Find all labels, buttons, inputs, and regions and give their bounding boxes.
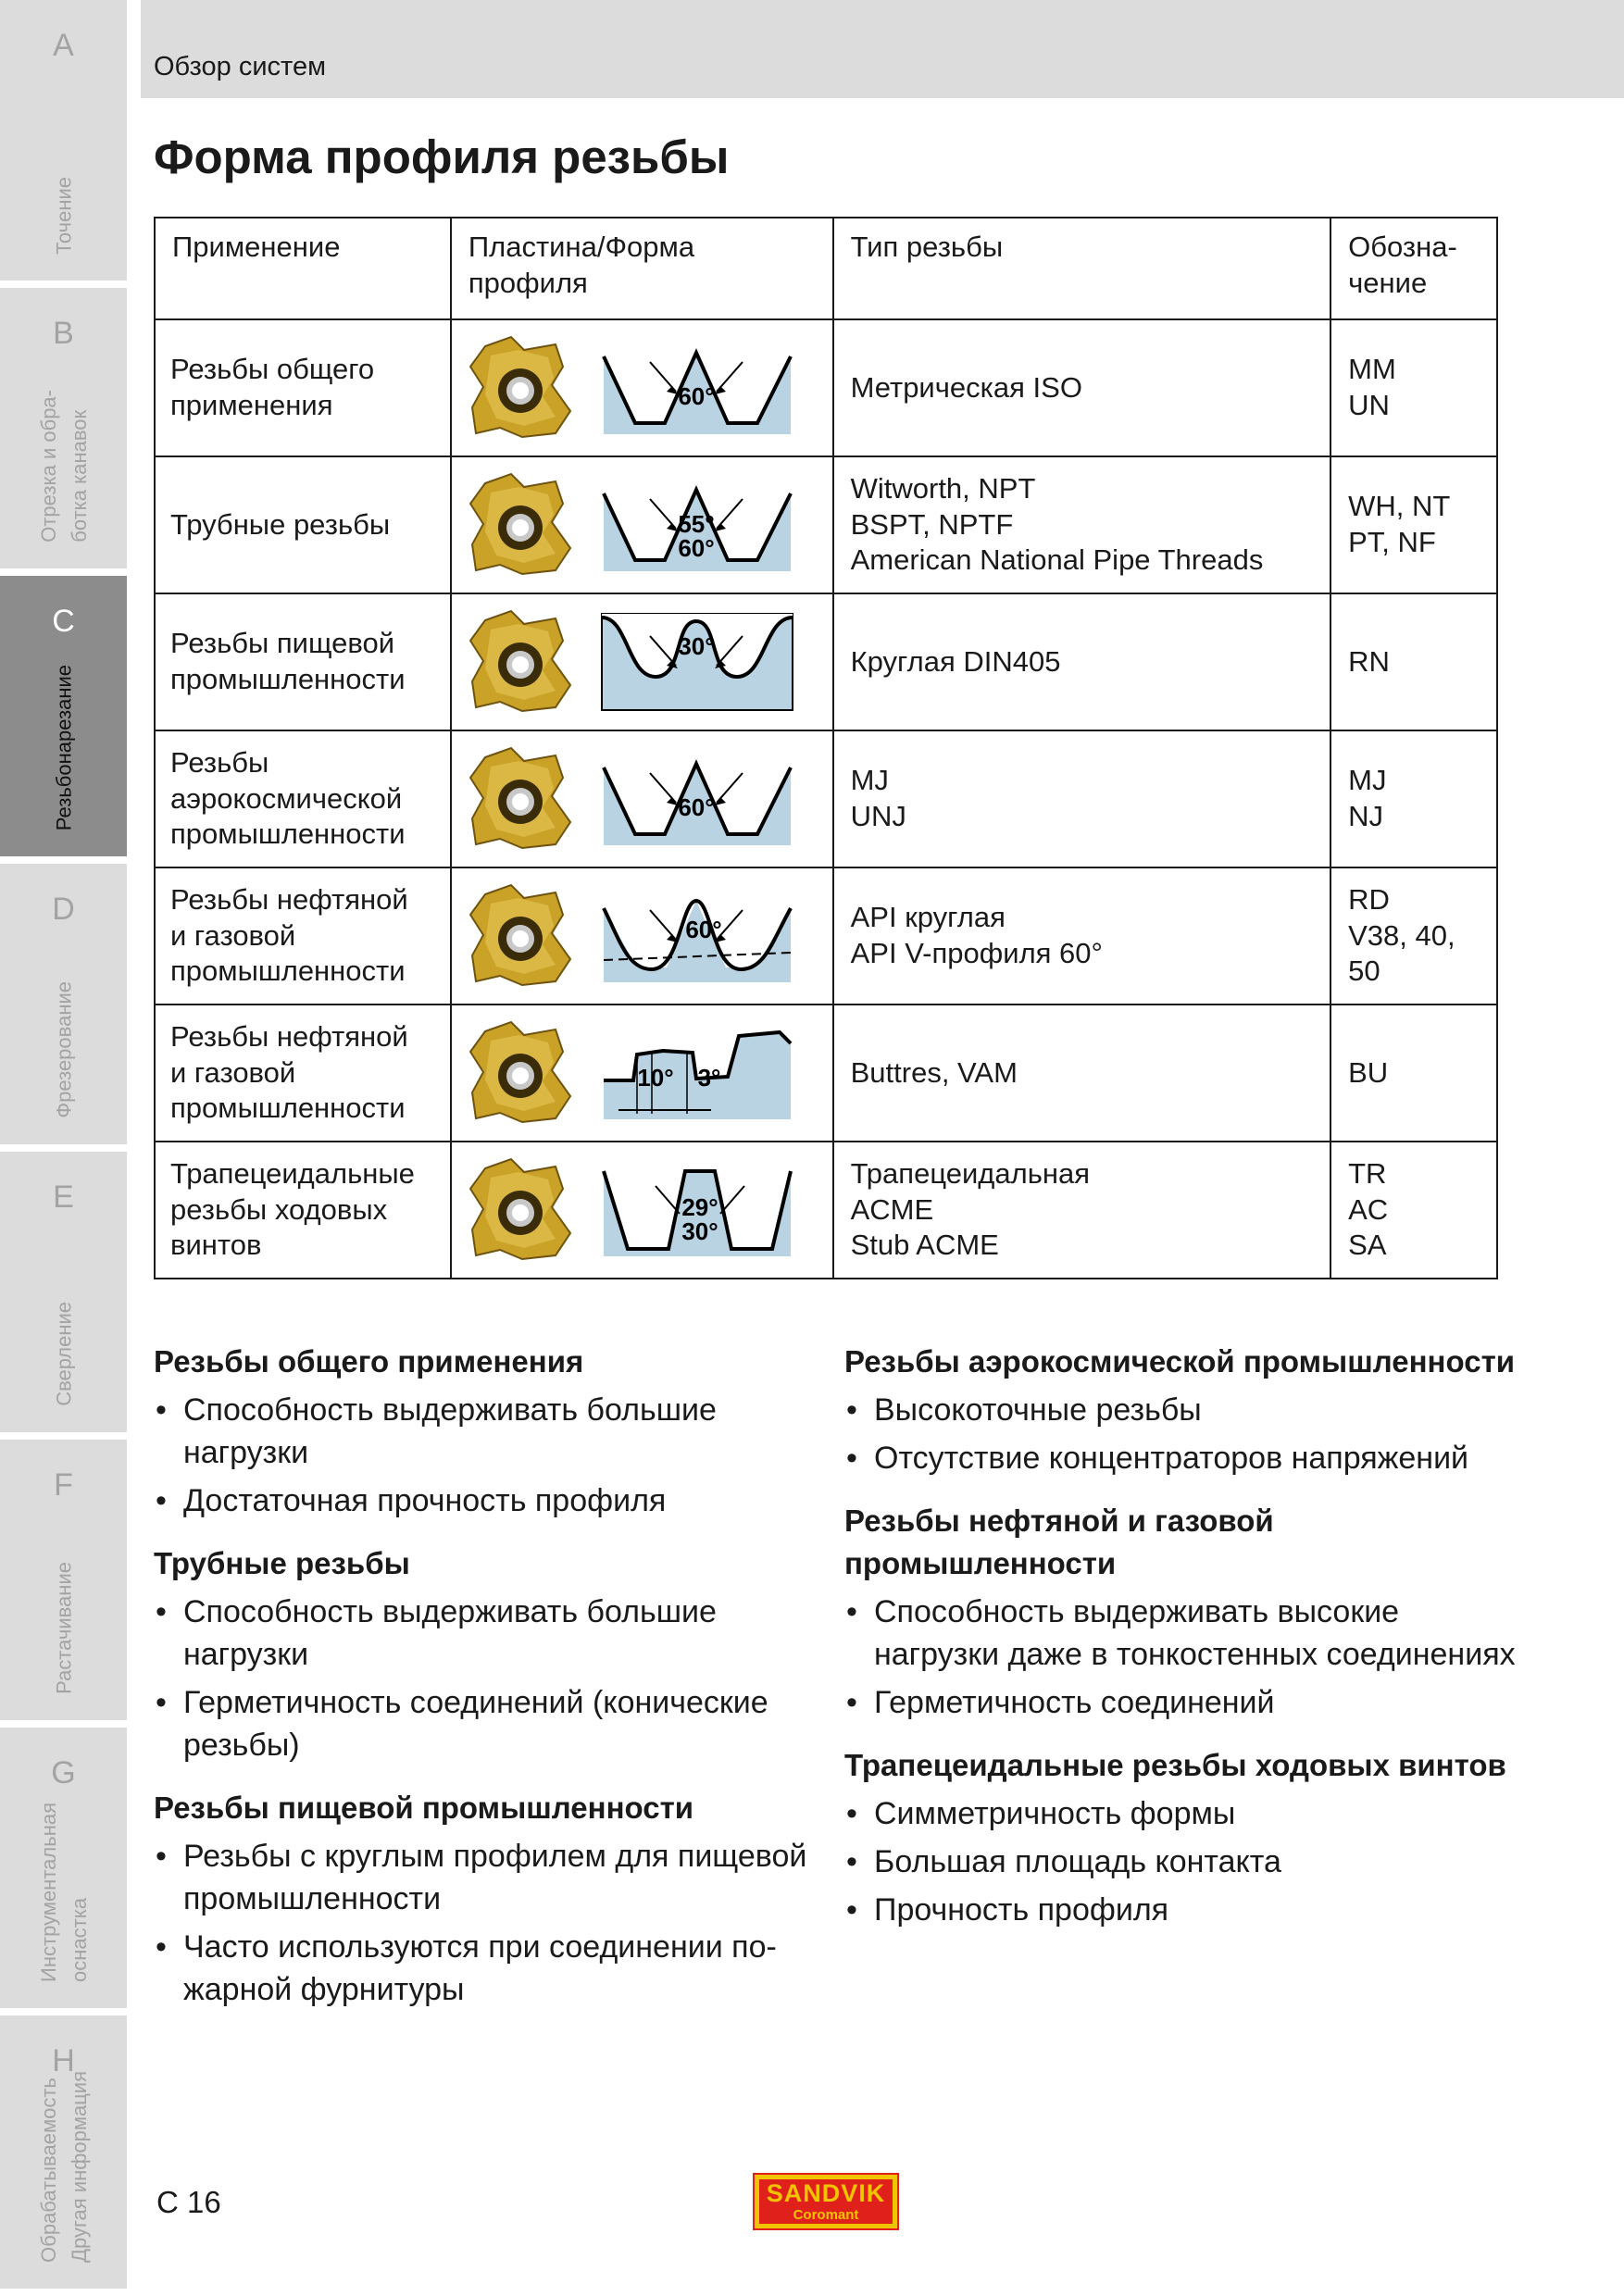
thread-type-cell: Witworth, NPT BSPT, NPTF American National Pipe Threads xyxy=(833,456,1331,593)
bullet-icon: • xyxy=(846,1441,857,1476)
table-body xyxy=(155,319,1497,1279)
insert-profile-cell xyxy=(451,1004,833,1142)
thread-profile-diagram xyxy=(600,1160,794,1260)
list-item-text: Большая площадь контакта xyxy=(874,1844,1281,1879)
feature-heading: Резьбы нефтяной и газовой промышленности xyxy=(844,1504,1274,1580)
table-row xyxy=(155,730,1497,867)
list-item-text: Герметичность соединений (конические резьбы) xyxy=(183,1685,768,1763)
tab-letter: D xyxy=(52,892,75,927)
list-item-text: Часто используются при соединении по-жарной фурнитуры xyxy=(183,1929,777,2007)
list-item xyxy=(844,1841,1520,1883)
feature-block xyxy=(844,1744,1520,1931)
bullet-icon: • xyxy=(846,1892,857,1928)
tab-letter: C xyxy=(52,604,75,639)
designation-cell: MJ NJ xyxy=(1330,730,1497,867)
list-item xyxy=(844,1792,1520,1835)
thread-type-cell: Buttres, VAM xyxy=(833,1004,1331,1142)
tab-letter: H xyxy=(52,2043,75,2078)
tab-e[interactable] xyxy=(0,1152,127,1440)
designation-cell: MM UN xyxy=(1330,319,1497,456)
application-cell: Трапецеидальные резьбы ходовых винтов xyxy=(155,1142,451,1279)
designation-cell: RD V38, 40, 50 xyxy=(1330,867,1497,1004)
thread-type-cell: API круглая API V-профиля 60° xyxy=(833,867,1331,1004)
tab-label: Инструментальная оснастка xyxy=(36,1803,91,1982)
feature-block xyxy=(154,1787,830,2011)
tab-letter: B xyxy=(53,316,74,351)
svg-text:10°: 10° xyxy=(637,1064,674,1092)
list-item-text: Прочность профиля xyxy=(874,1892,1169,1928)
list-item-text: Герметичность соединений xyxy=(874,1685,1275,1720)
application-cell: Резьбы общего применения xyxy=(155,319,451,456)
tab-d[interactable] xyxy=(0,864,127,1152)
feature-block xyxy=(154,1542,830,1766)
application-cell: Резьбы нефтяной и газовой промышленности xyxy=(155,867,451,1004)
threading-insert-icon xyxy=(463,467,580,583)
svg-text:60°: 60° xyxy=(678,793,715,821)
list-item-text: Резьбы с круглым профилем для пищевой промышленности xyxy=(183,1839,807,1916)
feature-list xyxy=(844,1389,1520,1479)
tab-label: Фрезерование xyxy=(52,981,75,1118)
svg-text:30°: 30° xyxy=(681,1217,718,1245)
logo-main-text: SANDVIK xyxy=(766,2179,886,2207)
bullet-icon: • xyxy=(846,1685,857,1720)
list-item xyxy=(844,1389,1520,1431)
tab-h[interactable] xyxy=(0,2015,127,2296)
tab-label: Отрезка и обра- ботка канавок xyxy=(36,390,91,543)
designation-cell: WH, NT PT, NF xyxy=(1330,456,1497,593)
tab-f[interactable] xyxy=(0,1440,127,1728)
tab-label: Обрабатываемость Другая информация xyxy=(36,2071,91,2263)
threading-insert-icon xyxy=(463,878,580,994)
list-item-text: Способность выдерживать высокие нагрузки даже в тонкостенных соединениях xyxy=(874,1594,1516,1672)
thread-type-cell: Метрическая ISO xyxy=(833,319,1331,456)
header-band xyxy=(141,0,1624,98)
section-title: Обзор систем xyxy=(154,52,327,81)
threading-insert-icon xyxy=(463,1152,580,1268)
designation-cell: TR AC SA xyxy=(1330,1142,1497,1279)
bullet-icon: • xyxy=(156,1839,167,1874)
application-cell: Резьбы нефтяной и газовой промышленности xyxy=(155,1004,451,1142)
list-item-text: Высокоточные резьбы xyxy=(874,1392,1202,1428)
thread-type-cell: MJ UNJ xyxy=(833,730,1331,867)
table-row xyxy=(155,456,1497,593)
feature-list xyxy=(844,1792,1520,1931)
thread-profile-diagram xyxy=(600,1023,794,1123)
list-item xyxy=(154,1389,830,1474)
svg-text:60°: 60° xyxy=(678,382,715,410)
table-row xyxy=(155,1142,1497,1279)
tab-a[interactable] xyxy=(0,0,127,288)
threading-insert-icon xyxy=(463,741,580,857)
feature-list xyxy=(154,1389,830,1522)
side-tabs xyxy=(0,0,127,2296)
feature-heading: Трапецеидальные резьбы ходовых винтов xyxy=(844,1748,1506,1782)
features-left-column xyxy=(154,1341,830,2031)
column-header: Применение xyxy=(155,218,451,319)
tab-label: Растачивание xyxy=(52,1562,75,1694)
tab-c[interactable] xyxy=(0,576,127,864)
feature-heading: Резьбы общего применения xyxy=(154,1344,584,1379)
feature-heading: Резьбы пищевой промышленности xyxy=(154,1791,694,1825)
feature-list xyxy=(154,1835,830,2011)
application-cell: Резьбы аэрокосмической промышленности xyxy=(155,730,451,867)
list-item-text: Отсутствие концентраторов напряжений xyxy=(874,1441,1469,1476)
svg-text:60°: 60° xyxy=(678,534,715,562)
list-item-text: Достаточная прочность профиля xyxy=(183,1483,667,1518)
svg-text:60°: 60° xyxy=(685,916,722,943)
column-header: Пластина/Форма профиля xyxy=(451,218,833,319)
table-row xyxy=(155,1004,1497,1142)
tab-label: Резьбонарезание xyxy=(52,664,75,830)
thread-type-cell: Круглая DIN405 xyxy=(833,593,1331,730)
feature-heading: Резьбы аэрокосмической промышленности xyxy=(844,1344,1516,1379)
thread-profile-table xyxy=(154,217,1498,1279)
tab-b[interactable] xyxy=(0,288,127,576)
thread-profile-diagram xyxy=(600,338,794,438)
list-item xyxy=(844,1591,1520,1676)
designation-cell: RN xyxy=(1330,593,1497,730)
feature-list xyxy=(154,1591,830,1766)
svg-text:3°: 3° xyxy=(697,1064,721,1092)
list-item xyxy=(844,1437,1520,1479)
threading-insert-icon xyxy=(463,604,580,720)
bullet-icon: • xyxy=(156,1392,167,1428)
svg-text:55°: 55° xyxy=(678,510,715,538)
table-row xyxy=(155,867,1497,1004)
bullet-icon: • xyxy=(156,1594,167,1629)
bullet-icon: • xyxy=(846,1594,857,1629)
tab-letter: A xyxy=(53,28,74,63)
insert-profile-cell xyxy=(451,867,833,1004)
svg-text:30°: 30° xyxy=(678,632,715,660)
logo-sub-text: Coromant xyxy=(793,2207,859,2223)
insert-profile-cell xyxy=(451,1142,833,1279)
application-cell: Трубные резьбы xyxy=(155,456,451,593)
table-header-row xyxy=(155,218,1497,319)
features-right-column xyxy=(844,1341,1520,1952)
feature-block xyxy=(844,1500,1520,1724)
designation-cell: BU xyxy=(1330,1004,1497,1142)
page-number: C 16 xyxy=(156,2185,221,2219)
bullet-icon: • xyxy=(156,1685,167,1720)
list-item xyxy=(154,1681,830,1766)
feature-heading: Трубные резьбы xyxy=(154,1546,410,1580)
bullet-icon: • xyxy=(846,1796,857,1831)
threading-insert-icon xyxy=(463,1015,580,1131)
thread-profile-diagram xyxy=(600,886,794,986)
thread-profile-diagram xyxy=(600,475,794,575)
table-row xyxy=(155,593,1497,730)
list-item xyxy=(844,1889,1520,1931)
feature-list xyxy=(844,1591,1520,1724)
feature-block xyxy=(844,1341,1520,1479)
tab-letter: F xyxy=(54,1467,73,1503)
feature-block xyxy=(154,1341,830,1522)
threading-insert-icon xyxy=(463,330,580,446)
insert-profile-cell xyxy=(451,730,833,867)
page-title: Форма профиля резьбы xyxy=(154,131,730,183)
list-item xyxy=(844,1681,1520,1724)
list-item xyxy=(154,1479,830,1522)
bullet-icon: • xyxy=(846,1392,857,1428)
table-row xyxy=(155,319,1497,456)
tab-letter: E xyxy=(53,1179,74,1215)
thread-profile-diagram xyxy=(600,749,794,849)
tab-label: Сверление xyxy=(52,1302,75,1406)
application-cell: Резьбы пищевой промышленности xyxy=(155,593,451,730)
list-item-text: Способность выдерживать большие нагрузки xyxy=(183,1392,717,1470)
list-item xyxy=(154,1926,830,2011)
insert-profile-cell xyxy=(451,456,833,593)
list-item-text: Способность выдерживать большие нагрузки xyxy=(183,1594,717,1672)
insert-profile-cell xyxy=(451,319,833,456)
tab-letter: G xyxy=(51,1755,76,1791)
tab-label: Точение xyxy=(52,177,75,255)
bullet-icon: • xyxy=(156,1929,167,1965)
list-item xyxy=(154,1591,830,1676)
list-item xyxy=(154,1835,830,1920)
sandvik-coromant-logo xyxy=(753,2173,899,2230)
column-header: Тип резьбы xyxy=(833,218,1331,319)
column-header: Обозна- чение xyxy=(1330,218,1497,319)
tab-g[interactable] xyxy=(0,1728,127,2015)
svg-text:29°: 29° xyxy=(681,1193,718,1221)
insert-profile-cell xyxy=(451,593,833,730)
list-item-text: Симметричность формы xyxy=(874,1796,1236,1831)
bullet-icon: • xyxy=(846,1844,857,1879)
thread-profile-diagram xyxy=(600,612,794,712)
thread-type-cell: Трапецеидальная ACME Stub ACME xyxy=(833,1142,1331,1279)
bullet-icon: • xyxy=(156,1483,167,1518)
